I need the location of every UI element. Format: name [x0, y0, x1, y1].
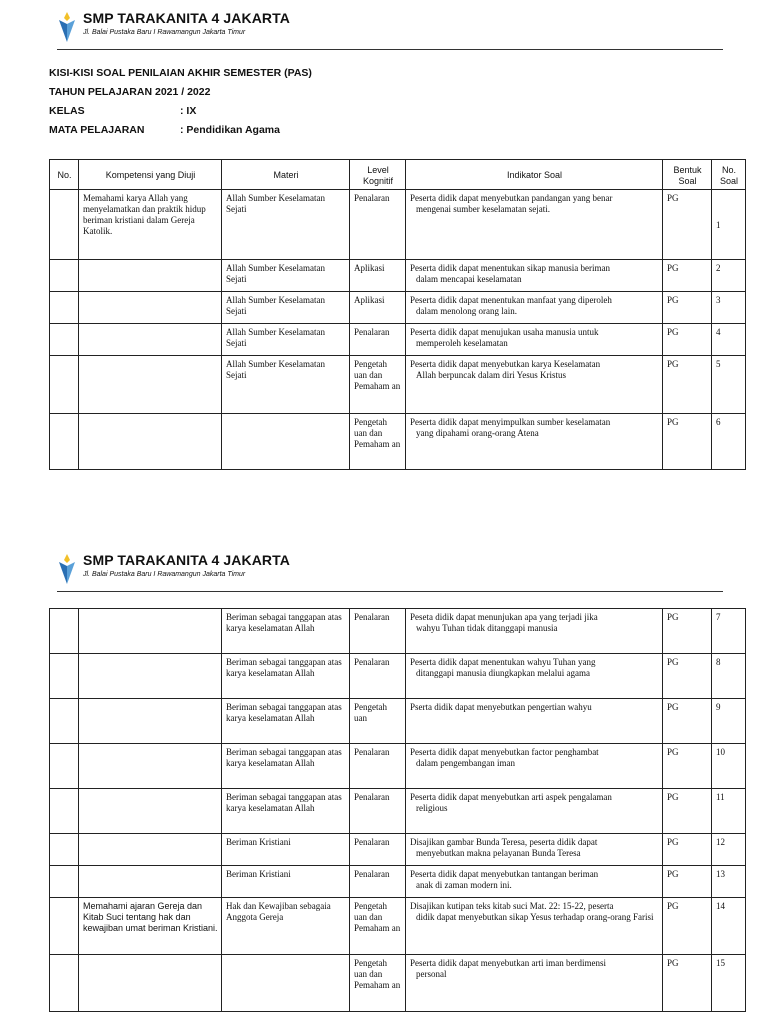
cell-bentuk: PG: [663, 190, 712, 260]
cell-bentuk: PG: [663, 789, 712, 834]
table-header-row: [50, 160, 746, 190]
table-row: [50, 356, 746, 414]
indikator-line1: Peserta didik dapat menentukan wahyu Tuhan yang: [410, 657, 596, 667]
indikator-line2: mengenai sumber keselamatan sejati.: [416, 204, 550, 214]
cell-kompetensi: [79, 955, 222, 1012]
cell-materi: Allah Sumber Keselamatan Sejati: [222, 190, 350, 260]
table-row: [50, 955, 746, 1012]
cell-bentuk: PG: [663, 654, 712, 699]
cell-nosoal: 12: [712, 834, 746, 866]
cell-nosoal: 7: [712, 609, 746, 654]
doc-title: KISI-KISI SOAL PENILAIAN AKHIR SEMESTER (PAS): [49, 67, 312, 79]
cell-no: [50, 414, 79, 470]
cell-level: Pengetah uan dan Pemaham an: [350, 414, 406, 470]
cell-no: [50, 898, 79, 955]
meta-kelas: [49, 102, 312, 121]
cell-kompetensi: [79, 609, 222, 654]
cell-level: Penalaran: [350, 866, 406, 898]
indikator-line2: dalam pengembangan iman: [416, 758, 515, 768]
indikator-line1: Peserta didik dapat menentukan manfaat yang diperoleh: [410, 295, 612, 305]
cell-kompetensi: [79, 324, 222, 356]
cell-materi: [222, 414, 350, 470]
cell-nosoal: 9: [712, 699, 746, 744]
cell-materi: Beriman sebagai tanggapan atas karya keselamatan Allah: [222, 609, 350, 654]
cell-indikator: [406, 260, 663, 292]
cell-level: Penalaran: [350, 789, 406, 834]
mapel-value: : Pendidikan Agama: [180, 124, 280, 136]
table-row: [50, 260, 746, 292]
table-row: [50, 414, 746, 470]
table-row: [50, 866, 746, 898]
cell-bentuk: PG: [663, 260, 712, 292]
cell-nosoal: 8: [712, 654, 746, 699]
header-indikator: Indikator Soal: [406, 160, 663, 190]
cell-bentuk: PG: [663, 324, 712, 356]
cell-level: Penalaran: [350, 190, 406, 260]
cell-nosoal: 11: [712, 789, 746, 834]
indikator-line2: anak di zaman modern ini.: [416, 880, 512, 890]
cell-bentuk: PG: [663, 898, 712, 955]
meta-mapel: [49, 121, 312, 140]
indikator-line1: Peserta didik dapat menyimpulkan sumber keselamatan: [410, 417, 611, 427]
school-name: SMP TARAKANITA 4 JAKARTA: [83, 552, 290, 568]
cell-level: Pengetah uan dan Pemaham an: [350, 955, 406, 1012]
header-materi: Materi: [222, 160, 350, 190]
cell-indikator: [406, 744, 663, 789]
cell-kompetensi: [79, 356, 222, 414]
mapel-label: MATA PELAJARAN: [49, 124, 145, 136]
cell-level: Penalaran: [350, 609, 406, 654]
cell-bentuk: PG: [663, 744, 712, 789]
cell-nosoal: 10: [712, 744, 746, 789]
cell-kompetensi: [79, 834, 222, 866]
cell-nosoal: 14: [712, 898, 746, 955]
cell-kompetensi: Memahami karya Allah yang menyelamatkan dan praktik hidup beriman kristiani dalam Gereja Katolik.: [79, 190, 222, 260]
cell-bentuk: PG: [663, 699, 712, 744]
cell-no: [50, 866, 79, 898]
cell-no: [50, 744, 79, 789]
indikator-line1: Disajikan kutipan teks kitab suci Mat. 22: 15-22, peserta: [410, 901, 614, 911]
cell-level: Penalaran: [350, 744, 406, 789]
indikator-line1: Peserta didik dapat menyebutkan arti aspek pengalaman: [410, 792, 612, 802]
cell-no: [50, 356, 79, 414]
header-nosoal: No. Soal: [712, 160, 746, 190]
school-name: SMP TARAKANITA 4 JAKARTA: [83, 10, 290, 26]
kelas-value: : IX: [180, 105, 197, 117]
indikator-line2: memperoleh keselamatan: [416, 338, 508, 348]
cell-indikator: [406, 699, 663, 744]
cell-nosoal: 6: [712, 414, 746, 470]
cell-materi: Beriman Kristiani: [222, 866, 350, 898]
table-row: [50, 789, 746, 834]
cell-kompetensi: [79, 789, 222, 834]
header-no: No.: [50, 160, 79, 190]
cell-nosoal: 5: [712, 356, 746, 414]
cell-materi: Beriman Kristiani: [222, 834, 350, 866]
divider: [57, 591, 723, 592]
cell-level: Aplikasi: [350, 260, 406, 292]
cell-bentuk: PG: [663, 414, 712, 470]
cell-materi: Beriman sebagai tanggapan atas karya keselamatan Allah: [222, 789, 350, 834]
cell-bentuk: PG: [663, 292, 712, 324]
indikator-line2: didik dapat menyebutkan sikap Yesus terhadap orang-orang Farisi: [416, 912, 654, 922]
doc-year: TAHUN PELAJARAN 2021 / 2022: [49, 86, 211, 98]
cell-nosoal: 4: [712, 324, 746, 356]
cell-no: [50, 955, 79, 1012]
cell-nosoal: 13: [712, 866, 746, 898]
cell-materi: Beriman sebagai tanggapan atas karya keselamatan Allah: [222, 699, 350, 744]
cell-no: [50, 654, 79, 699]
indikator-line2: personal: [416, 969, 447, 979]
cell-level: Penalaran: [350, 324, 406, 356]
cell-materi: Beriman sebagai tanggapan atas karya keselamatan Allah: [222, 654, 350, 699]
cell-no: [50, 260, 79, 292]
cell-kompetensi: [79, 699, 222, 744]
cell-nosoal: 15: [712, 955, 746, 1012]
document-meta: [49, 64, 312, 140]
cell-indikator: [406, 324, 663, 356]
cell-materi: Allah Sumber Keselamatan Sejati: [222, 260, 350, 292]
cell-no: [50, 789, 79, 834]
indikator-line1: Peserta didik dapat menujukan usaha manusia untuk: [410, 327, 599, 337]
indikator-line2: yang dipahami orang-orang Atena: [416, 428, 539, 438]
cell-kompetensi: [79, 260, 222, 292]
header-bentuk: Bentuk Soal: [663, 160, 712, 190]
cell-level: Penalaran: [350, 654, 406, 699]
indikator-line1: Pserta didik dapat menyebutkan pengertian wahyu: [410, 702, 592, 712]
cell-indikator: [406, 292, 663, 324]
table-row: [50, 292, 746, 324]
cell-bentuk: PG: [663, 866, 712, 898]
cell-no: [50, 609, 79, 654]
cell-bentuk: PG: [663, 834, 712, 866]
cell-kompetensi: Memahami ajaran Gereja dan Kitab Suci tentang hak dan kewajiban umat beriman Kristiani.: [79, 898, 222, 955]
indikator-line1: Peserta didik dapat menyebutkan karya Keselamatan: [410, 359, 601, 369]
table-row: [50, 699, 746, 744]
cell-materi: Allah Sumber Keselamatan Sejati: [222, 324, 350, 356]
cell-level: Aplikasi: [350, 292, 406, 324]
kisi-table-page2: [49, 608, 746, 1012]
cell-no: [50, 834, 79, 866]
cell-indikator: [406, 190, 663, 260]
indikator-line2: religious: [416, 803, 448, 813]
indikator-line2: dalam mencapai keselamatan: [416, 274, 522, 284]
cell-no: [50, 699, 79, 744]
table-row: [50, 324, 746, 356]
indikator-line1: Peseta didik dapat menunjukan apa yang terjadi jika: [410, 612, 598, 622]
school-logo-icon: [57, 12, 77, 42]
cell-materi: Allah Sumber Keselamatan Sejati: [222, 292, 350, 324]
table-row: [50, 898, 746, 955]
table-row: [50, 609, 746, 654]
cell-indikator: [406, 834, 663, 866]
cell-indikator: [406, 654, 663, 699]
indikator-line2: Allah berpuncak dalam diri Yesus Kristus: [416, 370, 566, 380]
school-logo-icon: [57, 554, 77, 584]
divider: [57, 49, 723, 50]
indikator-line2: wahyu Tuhan tidak ditanggapi manusia: [416, 623, 558, 633]
table-row: [50, 190, 746, 260]
cell-bentuk: PG: [663, 356, 712, 414]
cell-bentuk: PG: [663, 955, 712, 1012]
cell-kompetensi: [79, 654, 222, 699]
cell-level: Penalaran: [350, 834, 406, 866]
indikator-line1: Peserta didik dapat menyebutkan pandangan yang benar: [410, 193, 613, 203]
cell-no: [50, 190, 79, 260]
cell-indikator: [406, 414, 663, 470]
cell-no: [50, 324, 79, 356]
indikator-line1: Peserta didik dapat menyebutkan factor penghambat: [410, 747, 599, 757]
cell-indikator: [406, 955, 663, 1012]
table-row: [50, 654, 746, 699]
cell-indikator: [406, 356, 663, 414]
cell-kompetensi: [79, 866, 222, 898]
cell-bentuk: PG: [663, 609, 712, 654]
cell-indikator: [406, 789, 663, 834]
cell-indikator: [406, 898, 663, 955]
cell-nosoal: 3: [712, 292, 746, 324]
table-row: [50, 744, 746, 789]
cell-indikator: [406, 609, 663, 654]
cell-materi: Beriman sebagai tanggapan atas karya keselamatan Allah: [222, 744, 350, 789]
cell-materi: [222, 955, 350, 1012]
header-level: Level Kognitif: [350, 160, 406, 190]
cell-materi: Allah Sumber Keselamatan Sejati: [222, 356, 350, 414]
indikator-line2: menyebutkan makna pelayanan Bunda Teresa: [416, 848, 581, 858]
cell-nosoal: 2: [712, 260, 746, 292]
kelas-label: KELAS: [49, 105, 85, 117]
indikator-line1: Peserta didik dapat menyebutkan arti iman berdimensi: [410, 958, 606, 968]
table-row: [50, 834, 746, 866]
cell-kompetensi: [79, 292, 222, 324]
cell-no: [50, 292, 79, 324]
cell-kompetensi: [79, 744, 222, 789]
indikator-line1: Disajikan gambar Bunda Teresa, peserta didik dapat: [410, 837, 598, 847]
school-address: Jl. Balai Pustaka Baru I Rawamangun Jakarta Timur: [83, 29, 246, 36]
kisi-table-page1: [49, 159, 746, 470]
cell-nosoal: 1: [712, 190, 746, 260]
indikator-line1: Peserta didik dapat menyebutkan tantangan beriman: [410, 869, 599, 879]
header-kompetensi: Kompetensi yang Diuji: [79, 160, 222, 190]
indikator-line2: dalam menolong orang lain.: [416, 306, 517, 316]
cell-indikator: [406, 866, 663, 898]
indikator-line2: ditanggapi manusia diungkapkan melalui agama: [416, 668, 590, 678]
cell-level: Pengetah uan: [350, 699, 406, 744]
cell-kompetensi: [79, 414, 222, 470]
cell-materi: Hak dan Kewajiban sebagaia Anggota Gereja: [222, 898, 350, 955]
school-address: Jl. Balai Pustaka Baru I Rawamangun Jakarta Timur: [83, 571, 246, 578]
cell-level: Pengetah uan dan Pemaham an: [350, 898, 406, 955]
indikator-line1: Peserta didik dapat menentukan sikap manusia beriman: [410, 263, 610, 273]
cell-level: Pengetah uan dan Pemaham an: [350, 356, 406, 414]
